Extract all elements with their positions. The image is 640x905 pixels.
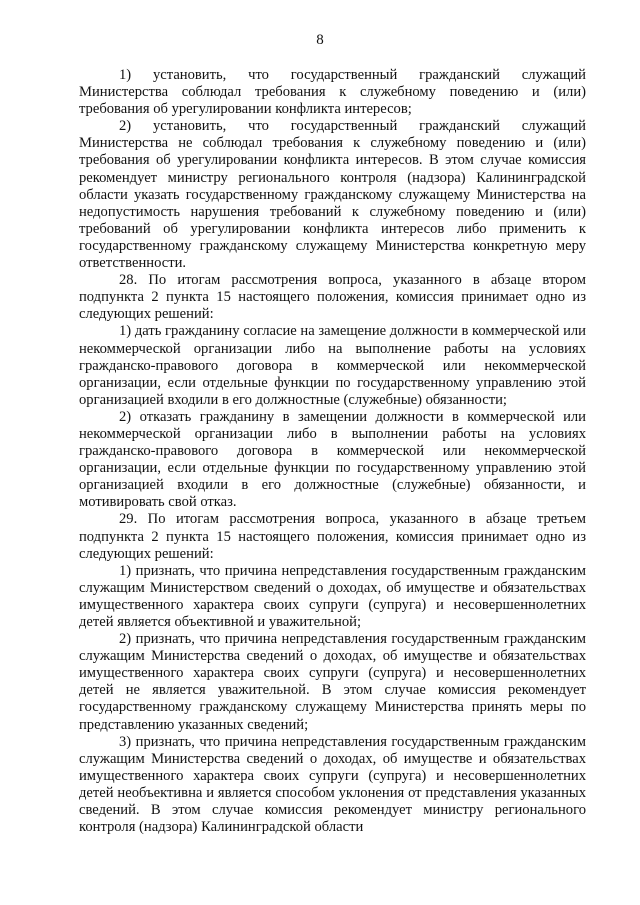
paragraph-29-item-1: 1) признать, что причина непредставления государственным гражданским служащим Министерством сведений о доходах, об имуществе и обязательствах имущественного характера своих супруги (супруга) и несовершеннолетних детей является объективной и уважительной; (79, 562, 586, 630)
paragraph-28: 28. По итогам рассмотрения вопроса, указанного в абзаце втором подпункта 2 пункта 15 настоящего положения, комиссия принимает одно из следующих решений: (79, 272, 586, 323)
paragraph-29: 29. По итогам рассмотрения вопроса, указанного в абзаце третьем подпункта 2 пункта 15 настоящего положения, комиссия принимает одно из следующих решений: (79, 511, 586, 562)
paragraph-27-item-2: 2) установить, что государственный гражданский служащий Министерства не соблюдал требования к служебному поведению и (или) требования об урегулировании конфликта интересов. В этом случае комиссия рекомендует министру регионального контроля (надзора) Калининградской области указать государственному гражданскому служащему Министерства на недопустимость нарушения требований к служебному поведению и (или) требований об урегулировании конфликта интересов либо применить к государственному гражданскому служащему Министерства конкретную меру ответственности. (79, 118, 586, 272)
paragraph-27-item-1: 1) установить, что государственный гражданский служащий Министерства соблюдал требования к служебному поведению и (или) требования об урегулировании конфликта интересов; (79, 67, 586, 118)
paragraph-29-item-3: 3) признать, что причина непредставления государственным гражданским служащим Министерства сведений о доходах, об имуществе и обязательствах имущественного характера своих супруги (супруга) и несовершеннолетних детей необъективна и является способом уклонения от представления указанных сведений. В этом случае комиссия рекомендует министру регионального контроля (надзора) Калининградской области (79, 733, 586, 836)
paragraph-28-item-2: 2) отказать гражданину в замещении должности в коммерческой или некоммерческой организации либо в выполнении работы на условиях гражданско-правового договора в коммерческой или некоммерческой организации, если отдельные функции по государственному управлению этой организацией входили в его должностные (служебные) обязанности, и мотивировать свой отказ. (79, 408, 586, 511)
page-number: 8 (316, 32, 324, 48)
document-body (79, 67, 586, 836)
paragraph-28-item-1: 1) дать гражданину согласие на замещение должности в коммерческой или некоммерческой организации либо на выполнение работы на условиях гражданско-правового договора в коммерческой или некоммерческой организации, если отдельные функции по государственному управлению этой организацией входили в его должностные (служебные) обязанности; (79, 323, 586, 408)
paragraph-29-item-2: 2) признать, что причина непредставления государственным гражданским служащим Министерства сведений о доходах, об имуществе и обязательствах имущественного характера своих супруги (супруга) и несовершеннолетних детей не является уважительной. В этом случае комиссия рекомендует государственному гражданскому служащему Министерства принять меры по представлению указанных сведений; (79, 631, 586, 733)
